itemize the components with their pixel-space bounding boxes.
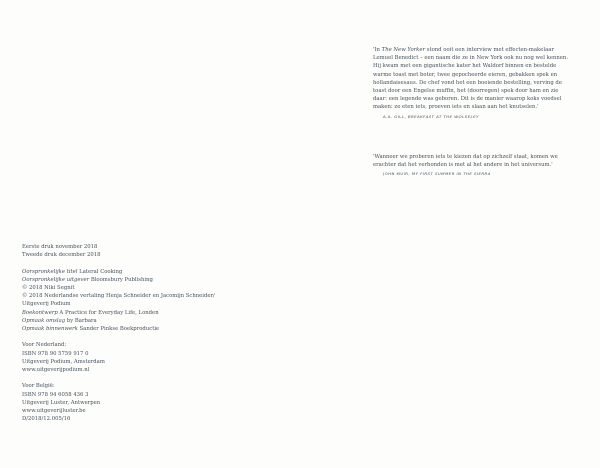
print-line-1: Eerste druk november 2018 — [22, 244, 98, 250]
be-depot: D/2018/12.005/16 — [22, 416, 71, 423]
publisher: Uitgeverij Podium — [22, 301, 71, 308]
be-label: Voor België: — [22, 383, 55, 390]
quote-gill-title: The New Yorker — [381, 47, 426, 53]
nl-website: www.uitgeverijpodium.nl — [22, 367, 90, 374]
nl-publisher: Uitgeverij Podium, Amsterdam — [22, 358, 105, 365]
be-website: www.uitgeverijluster.be — [22, 408, 86, 415]
quote-muir — [373, 153, 573, 179]
print-line-2: Tweede druk december 2018 — [22, 252, 101, 259]
colophon — [22, 243, 262, 423]
nl-isbn: ISBN 978 90 5759 917 0 — [22, 350, 89, 357]
original-publisher: Oorspronkelijke uitgever Bloomsbury Publishing — [22, 276, 153, 283]
quote-muir-text: 'Wanneer we proberen iets te kiezen dat op zichzelf staat, komen we erachter dat het verbonden is met al het andere in het universum.' — [373, 154, 558, 169]
quote-gill-text: 'In The New Yorker stond ooit een interview met effecten-makelaar Lemuel Benedict – een naam die ze in New York ook nu nog wel kennen. Hij kwam met een gigantische kater het Waldorf binnen en bestelde warme toast met boter, twee gepocheerde eieren, gebakken spek en hollandaisesaus. De chef vond het een boeiende bestelling, verving de toast door een Engelse muffin, het (doorregen) spek door ham en zie daar: een legende was geboren. Dit is de manier waarop koks voedsel maken: ze eten iets, proeven iets en slaan aan het knutselen.' — [373, 47, 569, 111]
quote-gill — [373, 46, 573, 121]
be-publisher: Uitgeverij Luster, Antwerpen — [22, 399, 101, 406]
quote-muir-attribution: JOHN MUIR, MY FIRST SUMMER IN THE SIERRA — [383, 171, 491, 177]
cover-layout: Opmaak omslag by Barbara — [22, 317, 97, 324]
nl-label: Voor Nederland: — [22, 342, 67, 349]
interior-layout: Opmaak binnenwerk Sander Pinkse Boekproductie — [22, 326, 160, 333]
copyright-translation: © 2018 Nederlandse vertaling Henja Schneider en Jacomijn Schneider/ — [22, 293, 215, 300]
copyright-author: © 2018 Niki Segnit — [22, 285, 75, 291]
original-title: Oorspronkelijke titel Lateral Cooking — [22, 268, 123, 275]
be-isbn: ISBN 978 94 6058 436 3 — [22, 391, 89, 398]
book-design: Boekontwerp A Practice for Everyday Life, Londen — [22, 309, 159, 316]
quote-gill-attribution: A.A. GILL, BREAKFAST AT THE WOLSELEY — [383, 113, 479, 119]
